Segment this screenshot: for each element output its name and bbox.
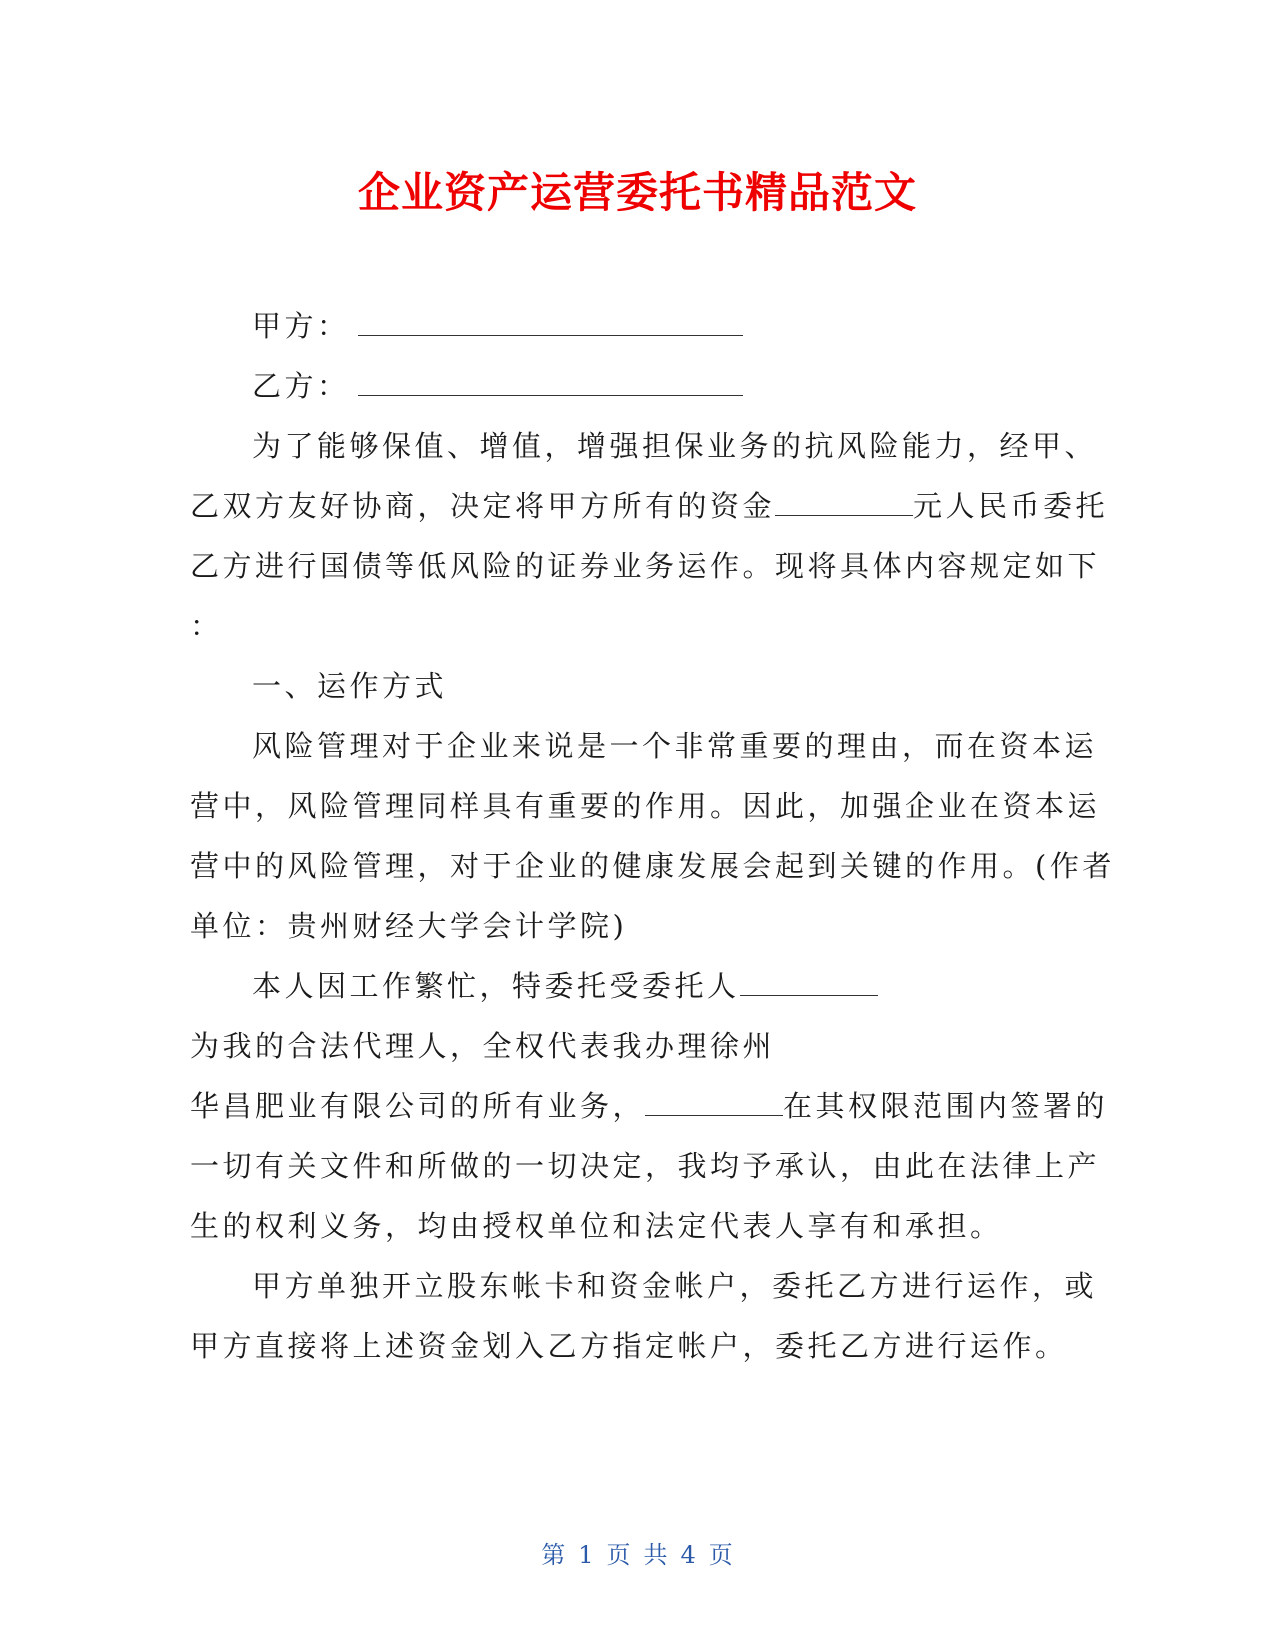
- footer-total-unit: 页: [708, 1541, 734, 1569]
- authorization-blank: [645, 1081, 783, 1116]
- authorization-line-4: 一切有关文件和所做的一切决定，我均予承认，由此在法律上产: [190, 1149, 1101, 1183]
- intro-line-3: 乙方进行国债等低风险的证券业务运作。现将具体内容规定如下: [190, 549, 1101, 583]
- risk-line-3: 营中的风险管理，对于企业的健康发展会起到关键的作用。(作者: [190, 849, 1115, 883]
- intro-line-4: ：: [190, 609, 223, 643]
- authorization-line-1: [190, 956, 1085, 1016]
- authorization-line-3: [190, 1076, 1109, 1136]
- party-b-label: 乙方：: [252, 369, 350, 403]
- account-line-2: 甲方直接将上述资金划入乙方指定帐户，委托乙方进行运作。: [190, 1329, 1068, 1363]
- party-a-blank: [358, 301, 743, 336]
- page-footer: [0, 1535, 1275, 1570]
- intro-line-2: [190, 476, 1109, 536]
- party-a-line: [190, 296, 1085, 356]
- footer-total-pages: 4: [680, 1541, 697, 1569]
- document-body: [190, 296, 1115, 1376]
- authorization-line-3b: 在其权限范围内签署的: [783, 1089, 1109, 1123]
- intro-line-1: 为了能够保值、增值，增强担保业务的抗风险能力，经甲、: [252, 429, 1098, 463]
- account-line-1: 甲方单独开立股东帐卡和资金帐户，委托乙方进行运作，或: [252, 1269, 1098, 1303]
- document-title: 企业资产运营委托书精品范文: [357, 168, 917, 217]
- agent-blank: [740, 961, 878, 996]
- authorization-line-2: 为我的合法代理人，全权代表我办理徐州: [190, 1029, 776, 1063]
- authorization-line-1-text: 本人因工作繁忙，特委托受委托人: [252, 969, 740, 1003]
- footer-total-word: 共: [643, 1541, 669, 1569]
- risk-line-2: 营中，风险管理同样具有重要的作用。因此，加强企业在资本运: [190, 789, 1101, 823]
- authorization-line-5: 生的权利义务，均由授权单位和法定代表人享有和承担。: [190, 1209, 1003, 1243]
- party-a-label: 甲方：: [252, 309, 350, 343]
- footer-page-word: 第: [541, 1541, 567, 1569]
- intro-line-2a: 乙双方友好协商，决定将甲方所有的资金: [190, 489, 776, 523]
- footer-current-page: 1: [578, 1541, 595, 1569]
- authorization-line-3a: 华昌肥业有限公司的所有业务，: [190, 1089, 646, 1123]
- intro-line-2b: 元人民币委托: [913, 489, 1109, 523]
- section-1-heading: 一、运作方式: [252, 669, 448, 703]
- risk-line-1: 风险管理对于企业来说是一个非常重要的理由，而在资本运: [252, 729, 1098, 763]
- party-b-blank: [358, 361, 743, 396]
- risk-line-4: 单位：贵州财经大学会计学院): [190, 909, 628, 943]
- amount-blank: [775, 481, 913, 516]
- party-b-line: [190, 356, 1085, 416]
- footer-page-unit: 页: [606, 1541, 632, 1569]
